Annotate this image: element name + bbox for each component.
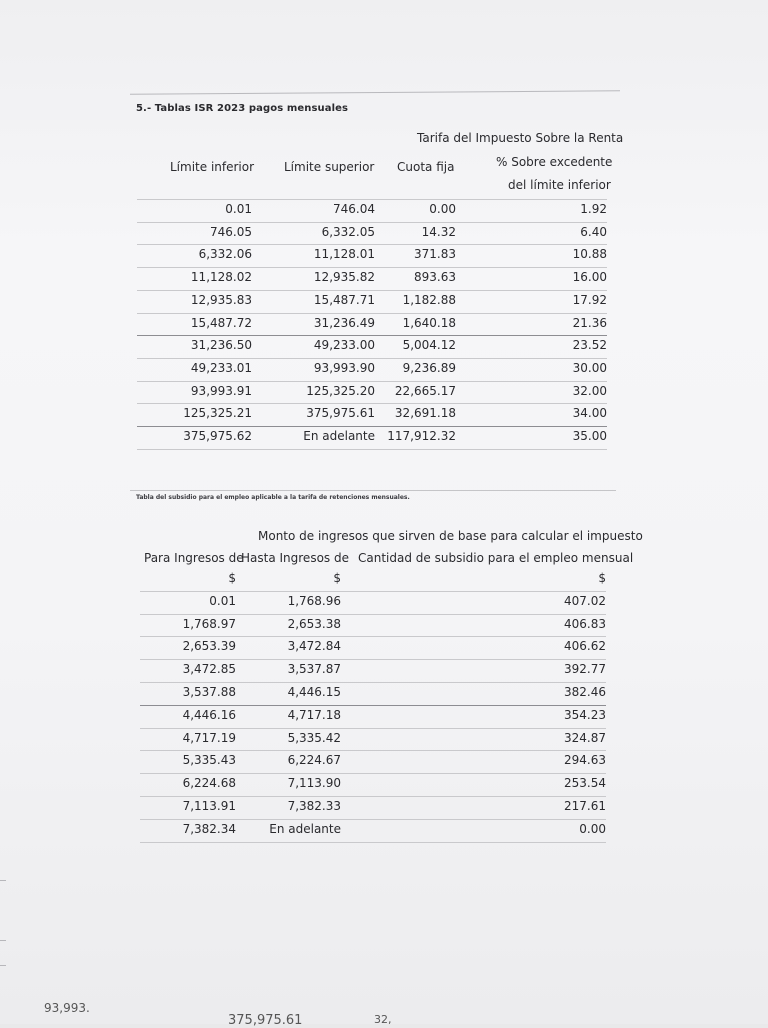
cell-fixed-fee: 117,912.32 xyxy=(387,429,456,443)
cell-income-to: En adelante xyxy=(269,821,341,836)
cell-income-from: 4,717.19 xyxy=(182,730,236,745)
cell-upper-limit: 12,935.82 xyxy=(313,270,375,285)
subsidy-table-caption: Monto de ingresos que sirven de base para calcular el impuesto xyxy=(258,529,643,543)
cell-upper-limit: 49,233.00 xyxy=(313,338,375,353)
cell-upper-limit: 6,332.05 xyxy=(321,224,375,239)
table-row xyxy=(0,335,768,357)
cell-percent: 34.00 xyxy=(572,406,607,421)
cell-percent: 17.92 xyxy=(572,292,607,307)
cell-upper-limit: En adelante xyxy=(303,429,375,443)
header-income-to: Hasta Ingresos de xyxy=(241,551,349,565)
table-row xyxy=(0,403,768,425)
table-row xyxy=(0,199,768,221)
table-row xyxy=(0,819,768,841)
cell-subsidy-amount: 406.62 xyxy=(564,639,606,654)
subsidy-table-title: Tabla del subsidio para el empleo aplicable a la tarifa de retenciones mensuales. xyxy=(136,494,410,501)
cell-subsidy-amount: 354.23 xyxy=(564,707,606,722)
cell-fixed-fee: 32,691.18 xyxy=(394,406,456,421)
cell-subsidy-amount: 324.87 xyxy=(564,730,606,745)
cell-income-from: 7,382.34 xyxy=(182,821,236,836)
cell-percent: 21.36 xyxy=(572,315,607,330)
cell-upper-limit: 15,487.71 xyxy=(313,292,375,307)
cell-lower-limit: 12,935.83 xyxy=(190,292,252,307)
header-percent-line1: % Sobre excedente xyxy=(496,155,613,169)
header-lower-limit: Límite inferior xyxy=(170,160,255,174)
cell-lower-limit: 93,993.91 xyxy=(190,383,252,398)
cell-fixed-fee: 1,182.88 xyxy=(402,292,456,307)
cell-income-to: 4,446.15 xyxy=(287,685,341,699)
cell-lower-limit: 746.05 xyxy=(210,224,252,239)
cell-lower-limit: 0.01 xyxy=(225,202,252,216)
table-row xyxy=(0,267,768,289)
cell-income-from: 1,768.97 xyxy=(182,616,236,631)
cell-percent: 32.00 xyxy=(572,383,607,398)
cell-upper-limit: 375,975.61 xyxy=(306,406,375,421)
cell-fixed-fee: 9,236.89 xyxy=(402,360,456,375)
cell-percent: 30.00 xyxy=(572,360,607,375)
cell-income-from: 5,335.43 xyxy=(182,753,236,768)
cell-income-from: 7,113.91 xyxy=(182,799,236,813)
cell-income-from: 0.01 xyxy=(209,593,236,608)
cell-lower-limit: 31,236.50 xyxy=(190,338,252,353)
table-row xyxy=(0,614,768,636)
top-divider xyxy=(130,90,620,94)
table-row xyxy=(0,222,768,244)
cell-lower-limit: 49,233.01 xyxy=(190,360,252,375)
header-fixed-fee: Cuota fija xyxy=(397,160,455,174)
cell-fixed-fee: 14.32 xyxy=(421,224,456,239)
table-row xyxy=(0,750,768,772)
table-row xyxy=(0,591,768,613)
cell-income-to: 7,382.33 xyxy=(287,799,341,813)
margin-mark xyxy=(0,880,6,881)
cell-upper-limit: 93,993.90 xyxy=(313,360,375,375)
cell-subsidy-amount: 392.77 xyxy=(564,662,606,677)
cell-income-from: 4,446.16 xyxy=(182,707,236,722)
cell-upper-limit: 125,325.20 xyxy=(306,383,375,398)
cell-subsidy-amount: 294.63 xyxy=(564,753,606,768)
table-separator xyxy=(130,490,616,491)
cell-percent: 16.00 xyxy=(572,270,607,285)
table-row xyxy=(0,313,768,335)
margin-mark xyxy=(0,940,6,941)
cell-income-to: 7,113.90 xyxy=(287,776,341,791)
table-row xyxy=(0,659,768,681)
cell-subsidy-amount: 407.02 xyxy=(564,593,606,608)
cell-lower-limit: 11,128.02 xyxy=(190,270,252,285)
margin-mark xyxy=(0,965,6,966)
cell-lower-limit: 15,487.72 xyxy=(190,315,252,330)
cell-upper-limit: 11,128.01 xyxy=(313,247,375,262)
isr-table-caption: Tarifa del Impuesto Sobre la Renta xyxy=(417,131,624,145)
bleed-text-left: 93,993. xyxy=(44,1001,90,1015)
currency-symbol: $ xyxy=(228,571,236,585)
header-subsidy-amount: Cantidad de subsidio para el empleo mensual xyxy=(358,551,634,565)
cell-percent: 10.88 xyxy=(572,247,607,262)
header-income-from: Para Ingresos de xyxy=(144,551,244,565)
cell-lower-limit: 6,332.06 xyxy=(198,247,252,262)
cell-percent: 23.52 xyxy=(572,338,607,353)
cell-percent: 1.92 xyxy=(580,202,607,216)
currency-symbol: $ xyxy=(598,571,606,585)
cell-income-to: 2,653.38 xyxy=(287,616,341,631)
cell-fixed-fee: 1,640.18 xyxy=(402,315,456,330)
cell-subsidy-amount: 253.54 xyxy=(564,776,606,791)
cell-fixed-fee: 5,004.12 xyxy=(402,338,456,353)
cell-fixed-fee: 893.63 xyxy=(414,270,456,285)
header-percent-line2: del límite inferior xyxy=(508,178,611,192)
cell-income-to: 5,335.42 xyxy=(287,730,341,745)
table-row xyxy=(0,426,768,448)
table-row xyxy=(0,636,768,658)
cell-fixed-fee: 0.00 xyxy=(429,202,456,216)
bleed-text-middle: 375,975.61 xyxy=(228,1013,303,1028)
cell-lower-limit: 375,975.62 xyxy=(183,429,252,443)
cell-fixed-fee: 22,665.17 xyxy=(394,383,456,398)
cell-subsidy-amount: 406.83 xyxy=(564,616,606,631)
table-row xyxy=(0,705,768,727)
cell-lower-limit: 125,325.21 xyxy=(183,406,252,421)
row-divider xyxy=(140,842,606,843)
header-upper-limit: Límite superior xyxy=(284,160,375,174)
cell-income-to: 6,224.67 xyxy=(287,753,341,768)
cell-percent: 35.00 xyxy=(572,429,607,443)
table-row xyxy=(0,728,768,750)
currency-symbol: $ xyxy=(333,571,341,585)
table-row xyxy=(0,381,768,403)
cell-percent: 6.40 xyxy=(580,224,607,239)
cell-upper-limit: 746.04 xyxy=(333,202,375,216)
cell-income-to: 3,537.87 xyxy=(287,662,341,677)
cell-income-from: 2,653.39 xyxy=(182,639,236,654)
table-row xyxy=(0,773,768,795)
cell-subsidy-amount: 0.00 xyxy=(579,821,606,836)
table-row xyxy=(0,796,768,818)
section-title: 5.- Tablas ISR 2023 pagos mensuales xyxy=(136,103,349,114)
cell-income-to: 4,717.18 xyxy=(287,707,341,722)
cell-subsidy-amount: 382.46 xyxy=(564,685,606,699)
cell-income-to: 3,472.84 xyxy=(287,639,341,654)
row-divider xyxy=(137,449,607,450)
table-row xyxy=(0,682,768,704)
table-row xyxy=(0,244,768,266)
cell-subsidy-amount: 217.61 xyxy=(564,799,606,813)
table-row xyxy=(0,290,768,312)
cell-income-from: 6,224.68 xyxy=(182,776,236,791)
cell-income-from: 3,537.88 xyxy=(182,685,236,699)
cell-upper-limit: 31,236.49 xyxy=(313,315,375,330)
currency-row xyxy=(0,568,768,590)
table-row xyxy=(0,358,768,380)
cell-income-to: 1,768.96 xyxy=(287,593,341,608)
bleed-text-right: 32, xyxy=(374,1013,392,1026)
cell-fixed-fee: 371.83 xyxy=(414,247,456,262)
cell-income-from: 3,472.85 xyxy=(182,662,236,677)
